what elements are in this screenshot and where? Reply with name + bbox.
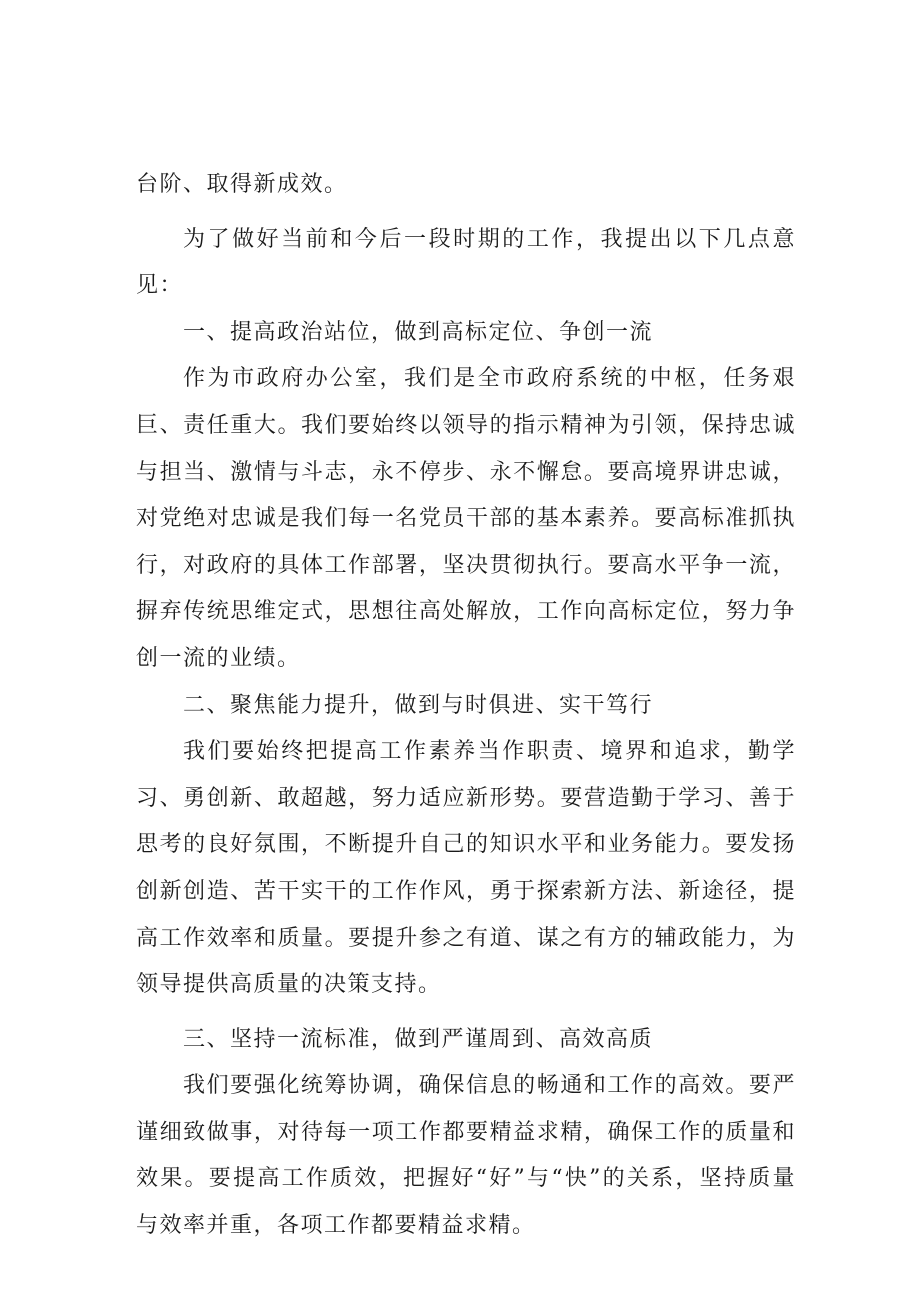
section-heading-2: 二、聚焦能力提升，做到与时俱进、实干笃行	[183, 692, 654, 718]
continuation-paragraph: 台阶、取得新成效。	[136, 172, 348, 197]
section-body-1: 作为市政府办公室，我们是全市政府系统的中枢，任务艰巨、责任重大。我们要始终以领导的指示精神为引领，保持忠诚与担当、激情与斗志，永不停步、永不懈怠。要高境界讲忠诚，对党绝对忠诚是我们每一名党员干部的基本素养。要高标准抓执行，对政府的具体工作部署，坚决贯彻执行。要高水平争一流，摒弃传统思维定式，思想往高处解放，工作向高标定位，努力争创一流的业绩。	[136, 366, 796, 671]
document-body	[136, 162, 796, 1250]
intro-paragraph: 为了做好当前和今后一段时期的工作，我提出以下几点意见：	[136, 226, 796, 299]
section-heading-3: 三、坚持一流标准，做到严谨周到、高效高质	[183, 1026, 654, 1052]
section-heading-1: 一、提高政治站位，做到高标定位、争创一流	[183, 319, 654, 345]
section-body-2: 我们要始终把提高工作素养当作职责、境界和追求，勤学习、勇创新、敢超越，努力适应新形势。要营造勤于学习、善于思考的良好氛围，不断提升自己的知识水平和业务能力。要发扬创新创造、苦干实干的工作作风，勇于探索新方法、新途径，提高工作效率和质量。要提升参之有道、谋之有方的辅政能力，为领导提供高质量的决策支持。	[136, 739, 796, 998]
section-body-3: 我们要强化统筹协调，确保信息的畅通和工作的高效。要严谨细致做事，对待每一项工作都要精益求精，确保工作的质量和效果。要提高工作质效，把握好“好”与“快”的关系，坚持质量与效率并重，各项工作都要精益求精。	[136, 1073, 796, 1239]
